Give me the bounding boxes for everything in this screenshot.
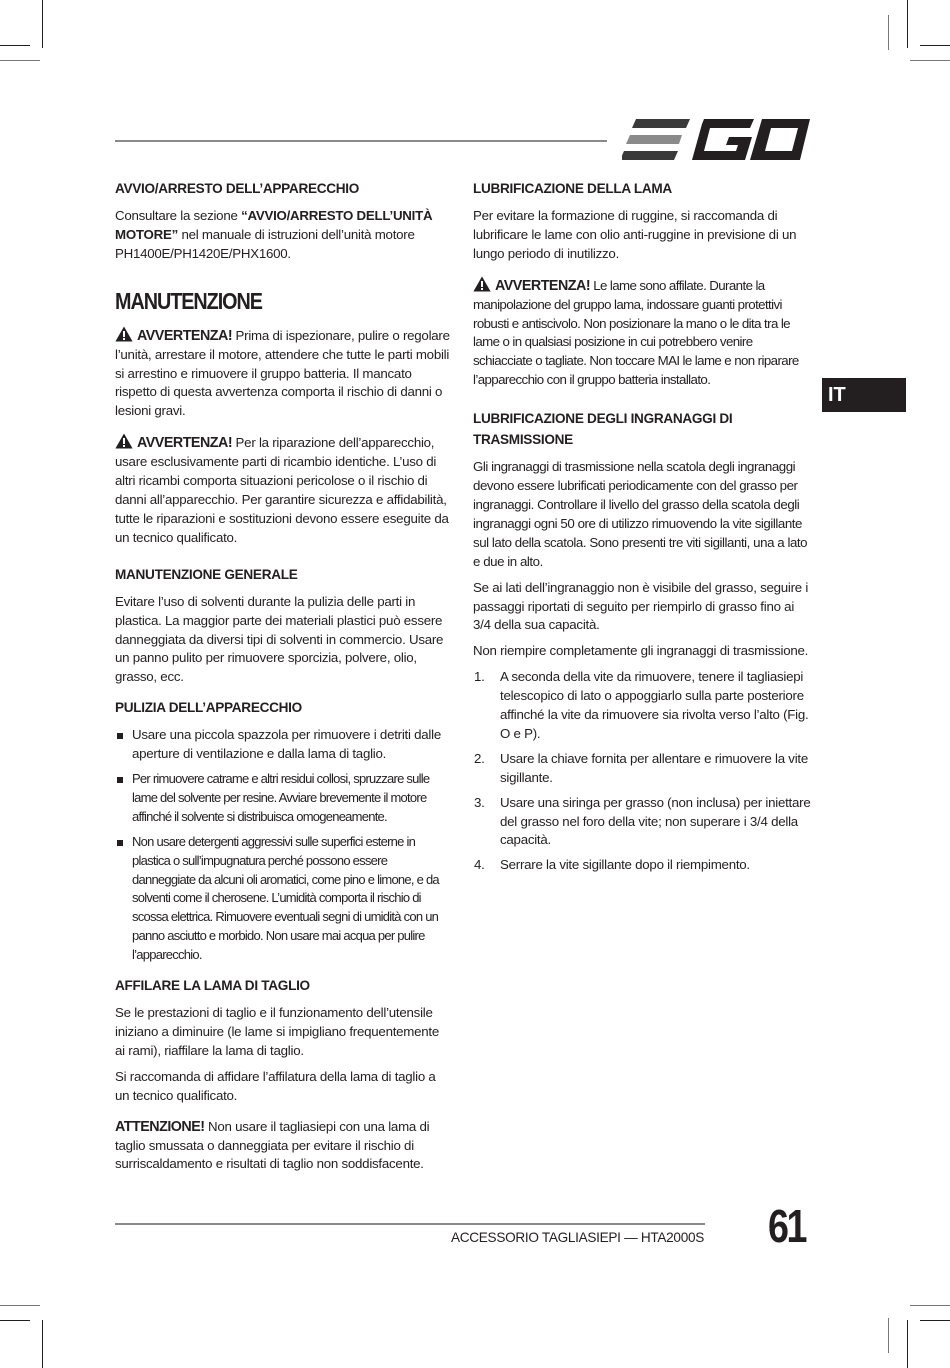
ingranaggi-paragraph: Gli ingranaggi di trasmissione nella scatola degli ingranaggi devono essere lubrificati periodicamente con del grasso per ingranaggi. Controllare il livello del grasso della scatola degli ingranaggi ogni 50 ore di utilizzo rimuovendo la vite sigillante sul lato della scatola. Sono presenti tre viti sigillanti, una a lato e due in alto. [473, 459, 808, 569]
pulizia-list [115, 726, 452, 965]
step-item: 2. Usare la chiave fornita per allentare e rimuovere la vite sigillante. [474, 750, 808, 785]
crop-mark [907, 1320, 908, 1368]
affilare-paragraph: Si raccomanda di affidare l’affilatura della lama di taglio a un tecnico qualificato. [115, 1068, 436, 1103]
crop-mark [907, 0, 908, 48]
left-column [115, 178, 452, 1181]
crop-mark [0, 1320, 30, 1321]
attenzione-label: ATTENZIONE! [115, 1118, 205, 1135]
warning-paragraph: AVVERTENZA! Per la riparazione dell’apparecchio, usare esclusivamente parti di ricambio identiche. L’uso di altri ricambi comporta situazioni pericolose o il rischio di danni all’apparecchio. Per garantire sicurezza e affidabilità, tutte le riparazioni e sostituzioni devono essere eseguite da un tecnico qualificato. [115, 435, 449, 545]
right-column [473, 178, 813, 881]
footer-rule [115, 1223, 705, 1225]
section-title-generale: MANUTENZIONE GENERALE [115, 566, 298, 582]
crop-mark [888, 1318, 889, 1353]
crop-mark [910, 60, 950, 61]
crop-mark [0, 45, 30, 46]
generale-paragraph: Evitare l’uso di solventi durante la pulizia delle parti in plastica. La maggior parte dei materiali plastici può essere danneggiata da diversi tipi di solventi in commercio. Usare un panno pulito per rimuovere sporcizia, polvere, olio, grasso, ecc. [115, 593, 444, 685]
avvio-paragraph: Consultare la sezione “AVVIO/ARRESTO DELL’UNITÀ MOTORE” nel manuale di istruzioni dell’unità motore PH1400E/PH1420E/PHX1600. [115, 208, 433, 261]
section-title-affilare: AFFILARE LA LAMA DI TAGLIO [115, 978, 310, 994]
step-item: 3. Usare una siringa per grasso (non inclusa) per iniettare del grasso nel foro della vite; non superare i 3/4 della capacità. [474, 794, 811, 848]
section-title-pulizia: PULIZIA DELL’APPARECCHIO [115, 700, 302, 716]
avvio-reference: “AVVIO/ARRESTO DELL’UNITÀ MOTORE” [115, 208, 433, 242]
section-title-ingranaggi: LUBRIFICAZIONE DEGLI INGRANAGGI DI TRASMISSIONE [473, 411, 733, 448]
footer-text: ACCESSORIO TAGLIASIEPI — HTA2000S [450, 1230, 704, 1245]
list-item: Per rimuovere catrame e altri residui collosi, spruzzare sulle lame del solvente per resine. Avviare brevemente il motore affinché il solvente si distribuisca omogeneamente. [115, 770, 452, 827]
crop-mark [0, 1305, 40, 1306]
crop-mark [920, 1320, 950, 1321]
warning-paragraph: AVVERTENZA! Le lame sono affilate. Durante la manipolazione del gruppo lama, indossare guanti protettivi robusti e antiscivolo. Non posizionare la mano o le dita tra le lame o in qualsiasi posizione in cui potrebbero venire schiacciate o tagliate. Non toccare MAI le lame e non riparare l’apparecchio con il gruppo batteria installato. [473, 277, 799, 388]
list-item: Non usare detergenti aggressivi sulle superfici esterne in plastica o sull’impugnatura perché possono essere danneggiate da alcuni oli aromatici, come pino e limone, e da solventi come il cherosene. L’umidità comporta il rischio di scossa elettrica. Rimuovere eventuali segni di umidità con un panno asciutto e morbido. Non usare mai acqua per pulire l’apparecchio. [115, 833, 452, 965]
list-item: Usare una piccola spazzola per rimuovere i detriti dalle aperture di ventilazione e dalla lama di taglio. [115, 726, 452, 764]
warning-icon [115, 326, 133, 342]
warning-label: AVVERTENZA! [137, 435, 233, 452]
lama-paragraph: Per evitare la formazione di ruggine, si raccomanda di lubrificare le lame con olio anti-ruggine in previsione di un lungo periodo di inutilizzo. [473, 208, 797, 261]
language-tab: IT [822, 378, 906, 412]
ego-logo [622, 118, 812, 162]
attenzione-paragraph: ATTENZIONE! Non usare il tagliasiepi con una lama di taglio smussata o danneggiata per evitare il rischio di surriscaldamento e risultati di taglio non soddisfacente. [115, 1118, 430, 1172]
step-item: 1. A seconda della vite da rimuovere, tenere il tagliasiepi telescopico di lato o appoggiarlo sulla parte posteriore affinché la vite da rimuovere sia rivolta verso l’alto (Fig. O e P). [474, 669, 809, 741]
warning-label: AVVERTENZA! [495, 277, 591, 294]
crop-mark [0, 60, 40, 61]
warning-label: AVVERTENZA! [137, 327, 233, 344]
page-number: 61 [768, 1200, 806, 1252]
warning-paragraph: AVVERTENZA! Prima di ispezionare, pulire o regolare l’unità, arrestare il motore, attendere che tutte le parti mobili si arrestino e rimuovere il gruppo batteria. Il mancato rispetto di questa avvertenza comporta il rischio di danni o lesioni gravi. [115, 327, 450, 419]
crop-mark [920, 45, 950, 46]
ingranaggi-paragraph: Non riempire completamente gli ingranaggi di trasmissione. [473, 643, 809, 659]
crop-mark [888, 15, 889, 50]
step-item: 4. Serrare la vite sigillante dopo il riempimento. [474, 857, 750, 873]
page-heading: MANUTENZIONE [115, 287, 262, 314]
ingranaggi-steps [473, 668, 813, 875]
crop-mark [910, 1305, 950, 1306]
header-rule [115, 140, 607, 142]
warning-icon [115, 433, 133, 449]
affilare-paragraph: Se le prestazioni di taglio e il funzionamento dell’utensile iniziano a diminuire (le lame si impigliano frequentemente ai rami), riaffilare la lama di taglio. [115, 1005, 440, 1058]
crop-mark [42, 0, 43, 48]
section-title-lama: LUBRIFICAZIONE DELLA LAMA [473, 181, 672, 196]
warning-icon [473, 276, 491, 292]
crop-mark [42, 1320, 43, 1368]
section-title-avvio: AVVIO/ARRESTO DELL’APPARECCHIO [115, 181, 360, 196]
ingranaggi-paragraph: Se ai lati dell’ingranaggio non è visibile del grasso, seguire i passaggi riportati di seguito per riempirlo di grasso fino ai 3/4 della sua capacità. [473, 579, 809, 633]
